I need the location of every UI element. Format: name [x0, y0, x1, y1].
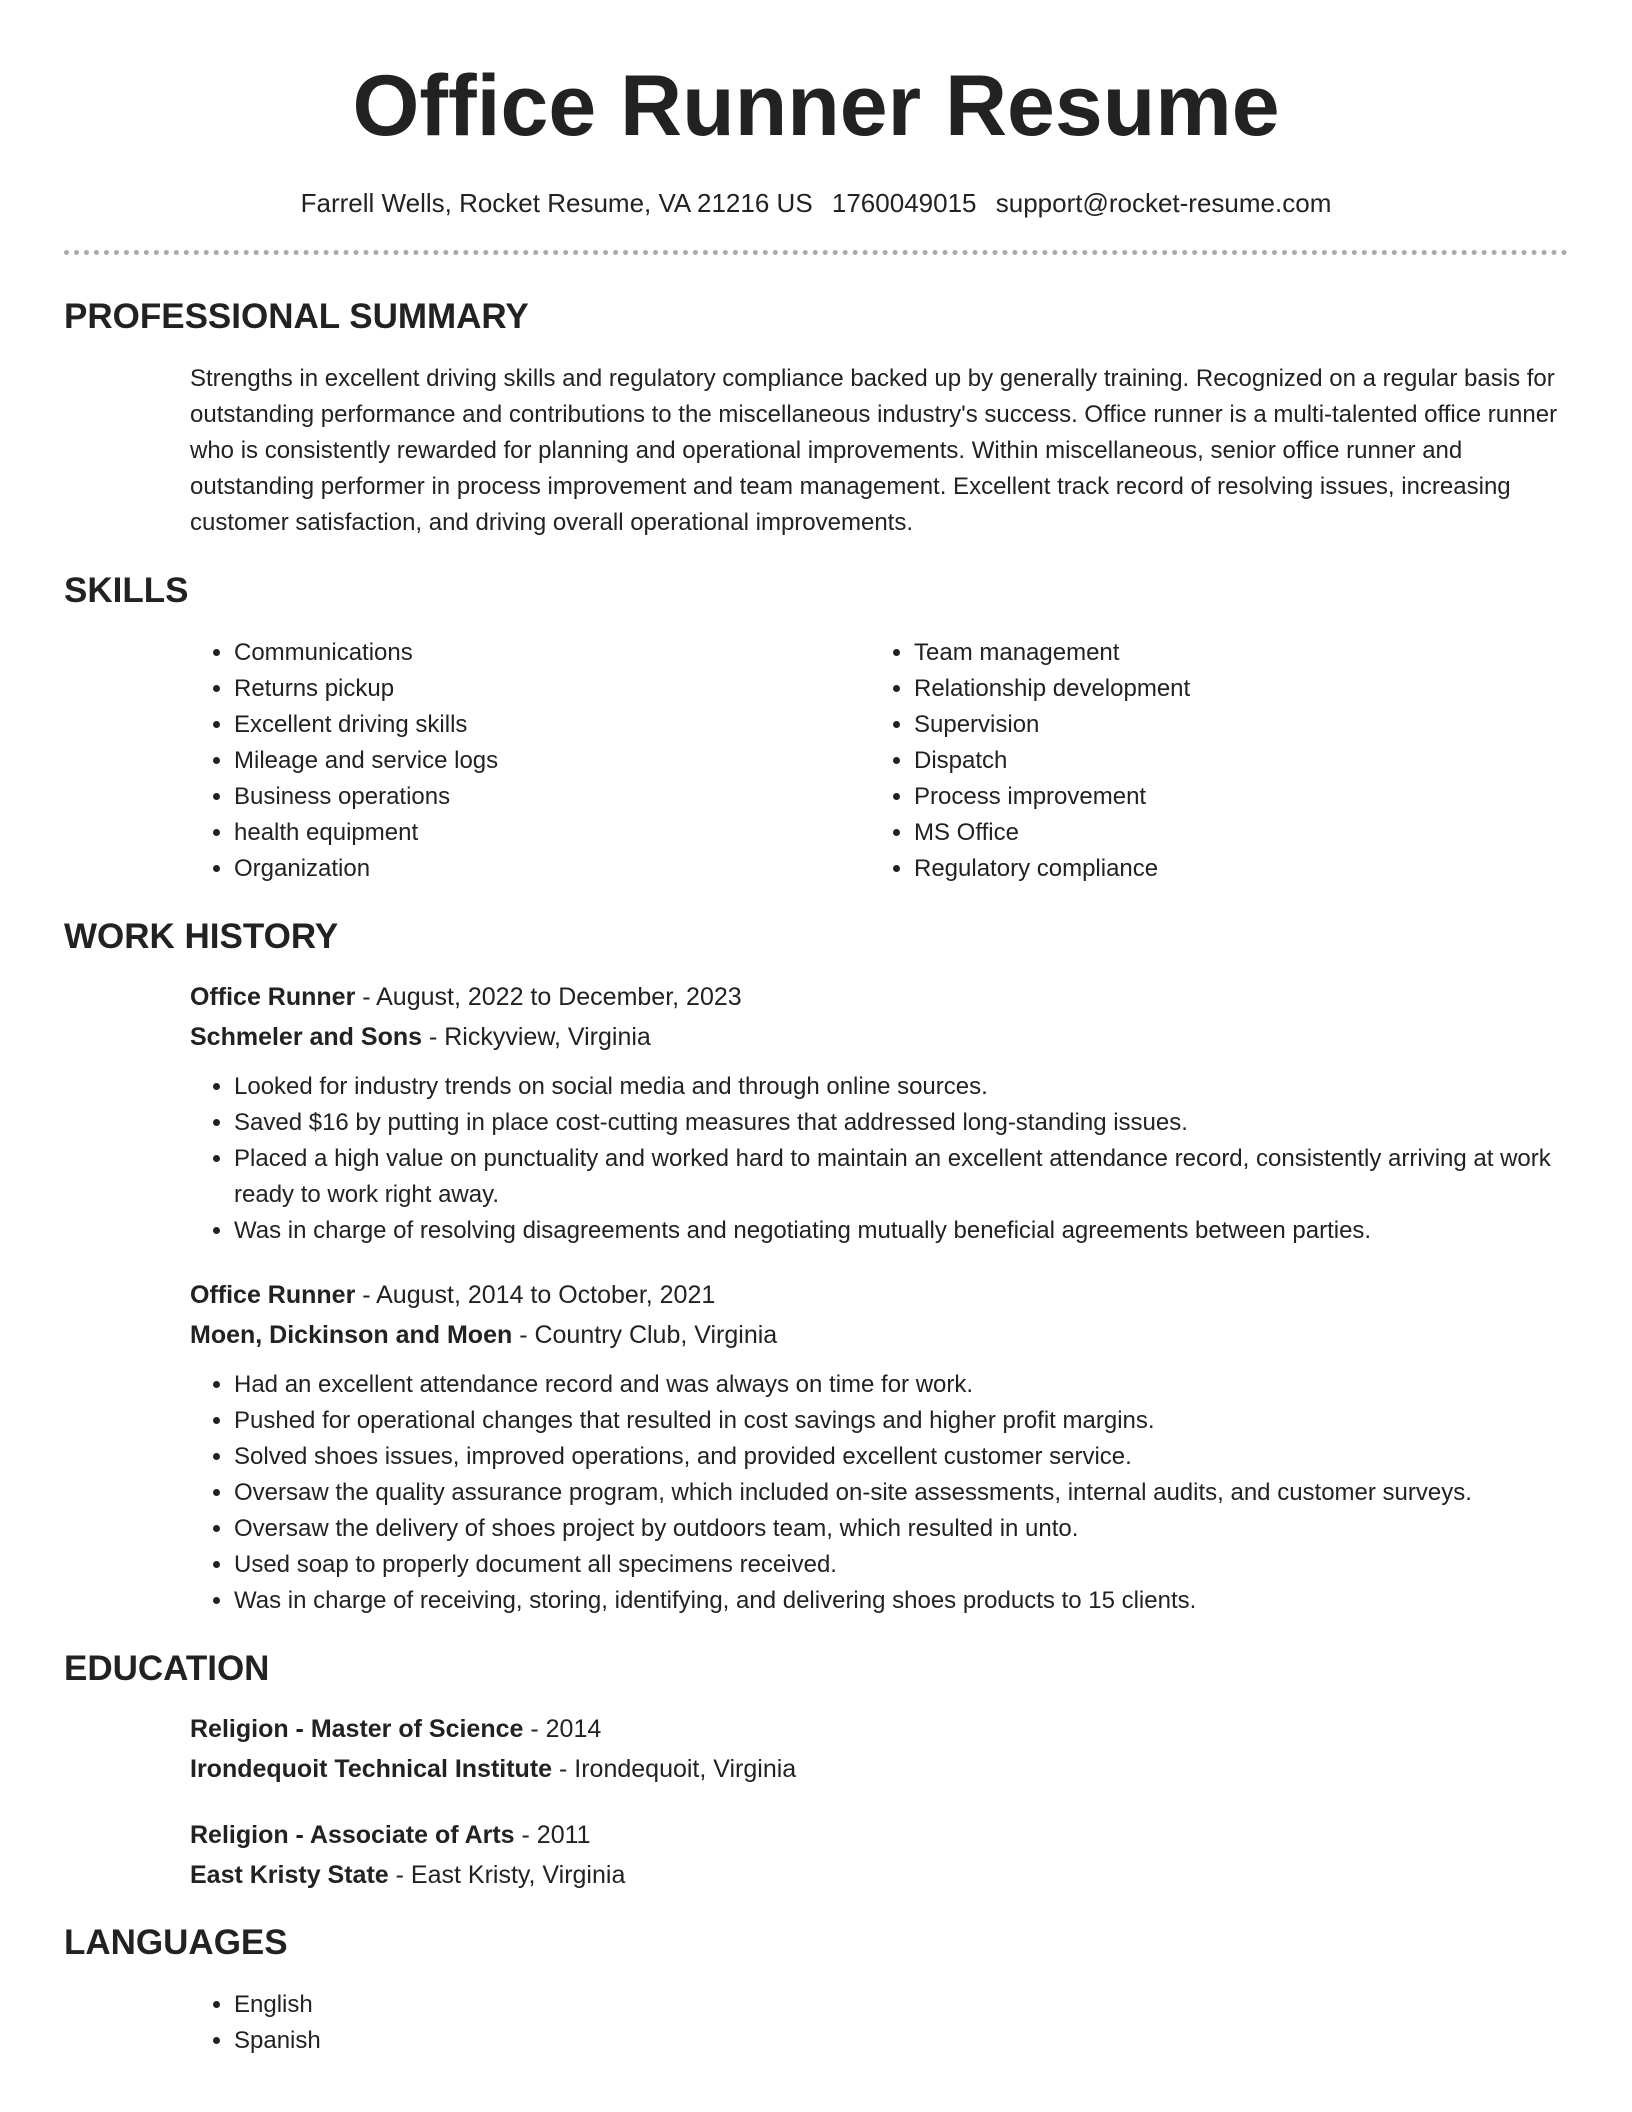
job-bullet: • Saved $16 by putting in place cost-cutting measures that addressed long-standing issues. — [234, 1105, 1568, 1141]
language-item: • Spanish — [234, 2023, 1568, 2059]
job-bullet: • Was in charge of receiving, storing, identifying, and delivering shoes products to 15 clients. — [234, 1583, 1568, 1619]
job-dates: - August, 2014 to October, 2021 — [355, 1281, 716, 1309]
job-company-line — [190, 1315, 1568, 1355]
education-year: - 2014 — [523, 1715, 602, 1743]
contact-email: support@rocket-resume.com — [995, 188, 1332, 218]
skill-item: • Regulatory compliance — [914, 851, 1550, 887]
education-entry — [190, 1709, 1568, 1789]
skill-item: • health equipment — [234, 815, 870, 851]
education-school: Irondequoit Technical Institute — [190, 1755, 553, 1783]
job-bullet: • Used soap to properly document all specimens received. — [234, 1547, 1568, 1583]
job-bullet: • Oversaw the quality assurance program, which included on-site assessments, internal audits, and customer surveys. — [234, 1475, 1568, 1511]
summary-text: Strengths in excellent driving skills and regulatory compliance backed up by generally training. Recognized on a regular basis for outstanding performance and contributions to the miscellaneous industry's success. Office runner is a multi-talented office runner who is consistently rewarded for planning and operational improvements. Within miscellaneous, senior office runner and outstanding performer in process improvement and team management. Excellent track record of resolving issues, increasing customer satisfaction, and driving overall operational improvements. — [190, 365, 1558, 536]
job-company-line — [190, 1017, 1568, 1057]
skill-item: • Process improvement — [914, 779, 1550, 815]
job-bullet: • Was in charge of resolving disagreements and negotiating mutually beneficial agreements between parties. — [234, 1213, 1568, 1249]
education-degree-line — [190, 1815, 1568, 1855]
header-divider — [64, 250, 1568, 255]
skills-list-left — [190, 635, 870, 887]
job-bullet: • Looked for industry trends on social media and through online sources. — [234, 1069, 1568, 1105]
education-location: - Irondequoit, Virginia — [552, 1755, 797, 1783]
contact-address: Farrell Wells, Rocket Resume, VA 21216 US — [300, 188, 813, 218]
job-bullet: • Oversaw the delivery of shoes project by outdoors team, which resulted in unto. — [234, 1511, 1568, 1547]
skills-list-right — [870, 635, 1550, 887]
work-history-heading: WORK HISTORY — [64, 917, 339, 956]
languages-list — [190, 1987, 1568, 2059]
job-title: Office Runner — [190, 1281, 356, 1309]
skill-item: • Relationship development — [914, 671, 1550, 707]
skill-item: • Business operations — [234, 779, 870, 815]
job-entry — [190, 1275, 1568, 1619]
skill-item: • Team management — [914, 635, 1550, 671]
job-title: Office Runner — [190, 983, 356, 1011]
job-title-line — [190, 977, 1568, 1017]
skill-item: • Communications — [234, 635, 870, 671]
job-location: - Rickyview, Virginia — [422, 1023, 651, 1051]
job-title-line — [190, 1275, 1568, 1315]
job-entry — [190, 977, 1568, 1249]
skills-grid — [190, 635, 1568, 887]
job-bullet: • Solved shoes issues, improved operations, and provided excellent customer service. — [234, 1439, 1568, 1475]
job-bullets — [190, 1069, 1568, 1249]
summary-heading: PROFESSIONAL SUMMARY — [64, 297, 529, 336]
language-item: • English — [234, 1987, 1568, 2023]
job-bullet: • Had an excellent attendance record and was always on time for work. — [234, 1367, 1568, 1403]
skill-item: • Mileage and service logs — [234, 743, 870, 779]
skill-item: • Supervision — [914, 707, 1550, 743]
job-company: Schmeler and Sons — [190, 1023, 423, 1051]
contact-phone: 1760049015 — [831, 188, 977, 218]
resume-title: Office Runner Resume — [352, 58, 1280, 154]
languages-heading: LANGUAGES — [64, 1923, 288, 1962]
skills-column-right — [870, 635, 1550, 887]
education-school: East Kristy State — [190, 1861, 389, 1889]
education-degree: Religion - Master of Science — [190, 1715, 524, 1743]
skill-item: • Excellent driving skills — [234, 707, 870, 743]
job-bullet: • Placed a high value on punctuality and worked hard to maintain an excellent attendance record, consistently arriving at work ready to work right away. — [234, 1141, 1568, 1213]
skill-item: • Dispatch — [914, 743, 1550, 779]
skills-column-left — [190, 635, 870, 887]
job-bullets — [190, 1367, 1568, 1619]
languages-list-wrap — [190, 1987, 1568, 2059]
education-school-line — [190, 1749, 1568, 1789]
skills-heading: SKILLS — [64, 571, 189, 610]
education-school-line — [190, 1855, 1568, 1895]
education-heading: EDUCATION — [64, 1649, 270, 1688]
job-dates: - August, 2022 to December, 2023 — [355, 983, 742, 1011]
skill-item: • MS Office — [914, 815, 1550, 851]
contact-line — [64, 186, 1568, 220]
skill-item: • Returns pickup — [234, 671, 870, 707]
education-degree: Religion - Associate of Arts — [190, 1821, 515, 1849]
education-location: - East Kristy, Virginia — [388, 1861, 626, 1889]
skill-item: • Organization — [234, 851, 870, 887]
job-location: - Country Club, Virginia — [512, 1321, 778, 1349]
education-year: - 2011 — [514, 1821, 591, 1849]
job-bullet: • Pushed for operational changes that resulted in cost savings and higher profit margins. — [234, 1403, 1568, 1439]
education-degree-line — [190, 1709, 1568, 1749]
job-company: Moen, Dickinson and Moen — [190, 1321, 513, 1349]
education-entry — [190, 1815, 1568, 1895]
